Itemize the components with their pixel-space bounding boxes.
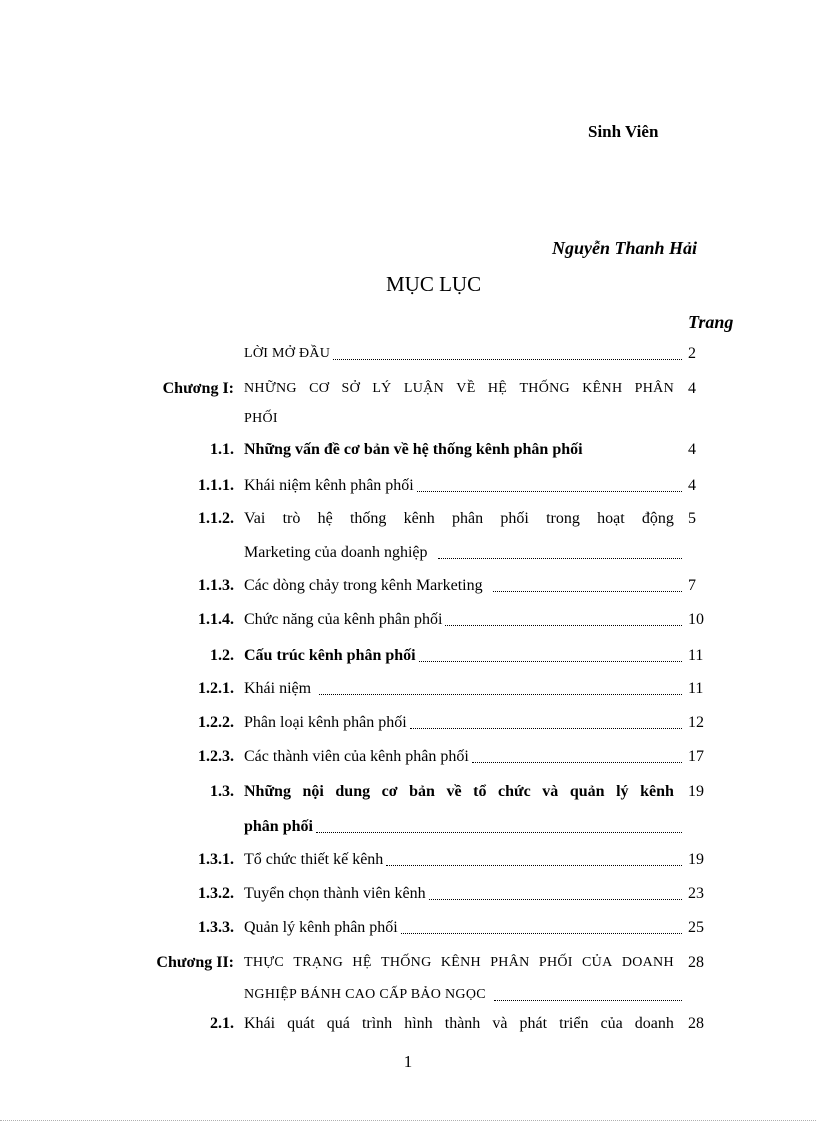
toc-entry-text: Cấu trúc kênh phân phối	[244, 647, 416, 664]
leader-dots	[493, 590, 682, 592]
toc-entry	[0, 474, 816, 498]
toc-entry-number: 1.2.1.	[198, 680, 234, 697]
toc-entry-number: 1.2.	[210, 647, 234, 664]
student-label: Sinh Viên	[588, 122, 659, 141]
toc-entry-number: 2.1.	[210, 1015, 234, 1032]
toc-entry-number: 1.1.2.	[198, 510, 234, 527]
toc-entry-continuation	[0, 407, 816, 431]
toc-entry-text-cont: phân phối	[244, 818, 313, 835]
toc-entry-page: 4	[688, 441, 696, 458]
leader-dots	[319, 693, 682, 695]
toc-entry	[0, 848, 816, 872]
toc-entry-text: Vai trò hệ thống kênh phân phối trong hoạt động	[244, 510, 674, 527]
toc-entry-number: 1.1.1.	[198, 477, 234, 494]
toc-entry-number: 1.1.3.	[198, 577, 234, 594]
leader-dots	[419, 660, 682, 662]
toc-entry-text: Những vấn đề cơ bản về hệ thống kênh phân phối	[244, 441, 583, 458]
toc-entry-page: 5	[688, 510, 696, 527]
toc-entry-text: Khái niệm	[244, 680, 312, 697]
toc-entry-text: Quản lý kênh phân phối	[244, 919, 398, 936]
toc-entry	[0, 507, 816, 531]
toc-entry-number: 1.3.2.	[198, 885, 234, 902]
toc-entry	[0, 342, 816, 366]
toc-entry-page: 19	[688, 783, 704, 800]
toc-entry	[0, 377, 816, 401]
toc-entry-text: Các thành viên của kênh phân phối	[244, 748, 469, 765]
toc-entry	[0, 644, 816, 668]
toc-entry	[0, 882, 816, 906]
leader-dots	[429, 898, 682, 900]
toc-entry	[0, 574, 816, 598]
toc-entry-page: 25	[688, 919, 704, 936]
toc-entry-page: 28	[688, 1015, 704, 1032]
toc-entry-number: 1.3.1.	[198, 851, 234, 868]
toc-entry-text: Khái quát quá trình hình thành và phát triển của doanh	[244, 1015, 674, 1032]
toc-entry	[0, 916, 816, 940]
toc-entry	[0, 608, 816, 632]
toc-entry	[0, 951, 816, 975]
toc-entry-continuation	[0, 983, 816, 1007]
leader-dots	[401, 932, 682, 934]
toc-title: MỤC LỤC	[386, 272, 482, 296]
page-bottom-rule	[0, 1120, 816, 1121]
toc-entry-page: 17	[688, 748, 704, 765]
author-name: Nguyễn Thanh Hải	[552, 238, 698, 258]
toc-entry-page: 10	[688, 611, 704, 628]
toc-entry-page: 12	[688, 714, 704, 731]
leader-dots	[438, 557, 683, 559]
page-column-label: Trang	[688, 312, 734, 332]
page-number: 1	[403, 1052, 413, 1071]
toc-entry-page: 23	[688, 885, 704, 902]
toc-entry-number: 1.2.3.	[198, 748, 234, 765]
toc-entry-number: Chương I:	[162, 380, 234, 397]
toc-entry-number: 1.2.2.	[198, 714, 234, 731]
toc-entry-page: 28	[688, 954, 704, 971]
leader-dots	[417, 490, 682, 492]
toc-entry	[0, 780, 816, 804]
toc-entry-number: 1.3.3.	[198, 919, 234, 936]
toc-entry-continuation	[0, 541, 816, 565]
toc-entry-number: Chương II:	[156, 954, 234, 971]
toc-entry-page: 2	[688, 345, 696, 362]
toc-entry-page: 4	[688, 380, 696, 397]
toc-entry-text: Những nội dung cơ bản về tổ chức và quản lý kênh	[244, 783, 674, 800]
toc-entry	[0, 711, 816, 735]
leader-dots	[333, 358, 682, 360]
leader-dots	[472, 761, 682, 763]
toc-entry-text: Phân loại kênh phân phối	[244, 714, 407, 731]
toc-entry-text: THỰC TRẠNG HỆ THỐNG KÊNH PHÂN PHỐI CỦA DOANH	[244, 955, 674, 970]
leader-dots	[316, 831, 682, 833]
toc-entry-page: 7	[688, 577, 696, 594]
toc-entry-page: 11	[688, 647, 704, 664]
toc-entry-text-cont: NGHIỆP BÁNH CAO CẤP BẢO NGỌC	[244, 987, 486, 1002]
toc-entry-number: 1.1.	[210, 441, 234, 458]
toc-entry	[0, 1012, 816, 1036]
toc-entry-text-cont: Marketing của doanh nghiệp	[244, 544, 428, 561]
toc-entry-page: 11	[688, 680, 704, 697]
toc-entry-text: NHỮNG CƠ SỞ LÝ LUẬN VỀ HỆ THỐNG KÊNH PHÂN	[244, 381, 674, 396]
toc-entry-text: Tổ chức thiết kế kênh	[244, 851, 384, 868]
toc-entry	[0, 745, 816, 769]
leader-dots	[410, 727, 682, 729]
toc-entry-number: 1.3.	[210, 783, 234, 800]
toc-entry-page: 4	[688, 477, 696, 494]
toc-entry	[0, 438, 816, 462]
toc-entry	[0, 677, 816, 701]
toc-entry-number: 1.1.4.	[198, 611, 234, 628]
toc-entry-text: Tuyển chọn thành viên kênh	[244, 885, 426, 902]
toc-entry-page: 19	[688, 851, 704, 868]
toc-entry-text: Chức năng của kênh phân phối	[244, 611, 443, 628]
toc-entry-text: Các dòng chảy trong kênh Marketing	[244, 577, 483, 594]
leader-dots	[386, 864, 682, 866]
toc-entry-text: LỜI MỞ ĐẦU	[244, 346, 331, 361]
leader-dots	[494, 999, 682, 1001]
toc-entry-text: Khái niệm kênh phân phối	[244, 477, 414, 494]
toc-entry-continuation	[0, 815, 816, 839]
toc-entry-text-cont: PHỐI	[244, 411, 278, 426]
leader-dots	[445, 624, 682, 626]
